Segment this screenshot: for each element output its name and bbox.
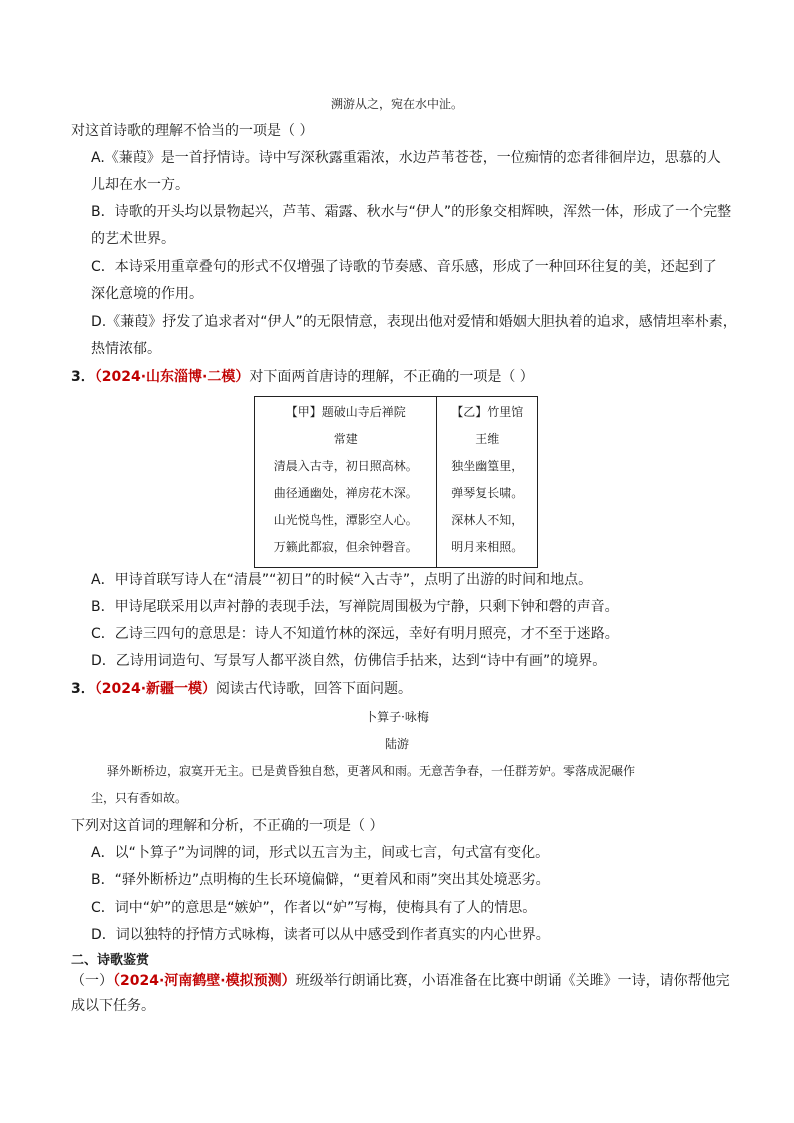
q2-option-a-line1: A.《蒹葭》是一首抒情诗。诗中写深秋露重霜浓，水边芦苇苍苍，一位痴情的恋者徘徊岸边，思慕的人 [91, 150, 721, 166]
q2-option-b-line2: 的艺术世界。 [91, 231, 175, 247]
poem-b-cell [437, 397, 538, 568]
poem-a-line: 曲径通幽处，禅房花木深。 [273, 486, 418, 500]
poem-closing-line: 溯游从之，宛在水中沚。 [330, 97, 463, 111]
question-3a-header [71, 367, 534, 387]
poem-b-line: 独坐幽篁里， [451, 459, 524, 473]
ci-poem-line: 驿外断桥边，寂寞开无主。已是黄昏独自愁，更著风和雨。无意苦争春，一任群芳妒。零落成泥碾作 [107, 764, 636, 778]
q2-option-d-line1: D.《蒹葭》抒发了追求者对“伊人”的无限情意，表现出他对爱情和婚姻大胆执着的追求，感情坦率朴素， [91, 314, 737, 330]
poem-b-line: 深林人不知， [451, 513, 524, 527]
poem-comparison-table [254, 396, 538, 568]
question-source: （2024·山东淄博·二模） [94, 369, 250, 385]
q3a-option-c: C．乙诗三四句的意思是：诗人不知道竹林的深远，幸好有明月照亮，才不至于迷路。 [91, 626, 619, 642]
ci-poem-author: 陆游 [384, 737, 409, 751]
poem-b-author: 王维 [475, 432, 500, 446]
question-2-stem: 对这首诗歌的理解不恰当的一项是（ ） [71, 123, 314, 139]
poem-a-line: 万籁此都寂，但余钟磬音。 [273, 540, 418, 554]
q3a-option-a: A．甲诗首联写诗人在“清晨”“初日”的时候“入古寺”，点明了出游的时间和地点。 [91, 572, 593, 588]
poem-b-title: 【乙】竹里馆 [451, 405, 524, 419]
poem-a-author: 常建 [333, 432, 358, 446]
q3b-option-b: B．“驿外断桥边”点明梅的生长环境偏僻，“更着风和雨”突出其处境恶劣。 [91, 872, 550, 888]
poem-a-cell [255, 397, 437, 568]
section2-intro [71, 971, 730, 991]
section2-text: 班级举行朗诵比赛，小语准备在比赛中朗诵《关雎》一诗，请你帮他完 [295, 973, 730, 989]
q2-option-c-line1: C．本诗采用重章叠句的形式不仅增强了诗歌的节奏感、音乐感，形成了一种回环往复的美，还起到了 [91, 259, 717, 275]
q3a-option-d: D．乙诗用词造句、写景写人都平淡自然，仿佛信手拈来，达到“诗中有画”的境界。 [91, 653, 607, 669]
q3b-option-d: D．词以独特的抒情方式咏梅，读者可以从中感受到作者真实的内心世界。 [91, 927, 550, 943]
q2-option-a-line2: 儿却在水一方。 [91, 177, 189, 193]
question-source: （2024·新疆一模） [94, 681, 217, 697]
q2-option-b-line1: B．诗歌的开头均以景物起兴，芦苇、霜露、秋水与“伊人”的形象交相辉映，浑然一体，形成了一个完整 [91, 204, 732, 220]
question-number: 3． [71, 681, 95, 697]
q3b-option-c: C．词中“妒”的意思是“嫉妒”，作者以“妒”写梅，使梅具有了人的情思。 [91, 900, 537, 916]
q3a-option-b: B．甲诗尾联采用以声衬静的表现手法，写禅院周围极为宁静，只剩下钟和磬的声音。 [91, 599, 619, 615]
poem-a-line: 山光悦鸟性，潭影空人心。 [273, 513, 418, 527]
ci-poem-title: 卜算子·咏梅 [365, 710, 429, 724]
question-3b-header [71, 679, 412, 699]
poem-a-line: 清晨入古寺，初日照高林。 [273, 459, 418, 473]
section2-source: （2024·河南鹤壁·模拟预测） [113, 973, 296, 989]
ci-poem-line: 尘，只有香如故。 [91, 791, 188, 805]
question-stem: 阅读古代诗歌，回答下面问题。 [216, 681, 413, 697]
q3b-option-a: A．以“卜算子”为词牌的词，形式以五言为主，间或七言，句式富有变化。 [91, 845, 550, 861]
poem-b-line: 弹琴复长啸。 [451, 486, 524, 500]
poem-b-line: 明月来相照。 [451, 540, 524, 554]
section2-prefix: （一） [71, 973, 113, 989]
question-stem: 对下面两首唐诗的理解，不正确的一项是（ ） [249, 369, 534, 385]
question-3b-stem: 下列对这首词的理解和分析，不正确的一项是（ ） [71, 818, 384, 834]
q2-option-d-line2: 热情浓郁。 [91, 341, 161, 357]
poem-a-title: 【甲】题破山寺后禅院 [285, 405, 406, 419]
section-heading: 二、诗歌鉴赏 [71, 953, 150, 968]
section2-text-line2: 成以下任务。 [71, 998, 155, 1014]
q2-option-c-line2: 深化意境的作用。 [91, 286, 203, 302]
question-number: 3． [71, 369, 95, 385]
